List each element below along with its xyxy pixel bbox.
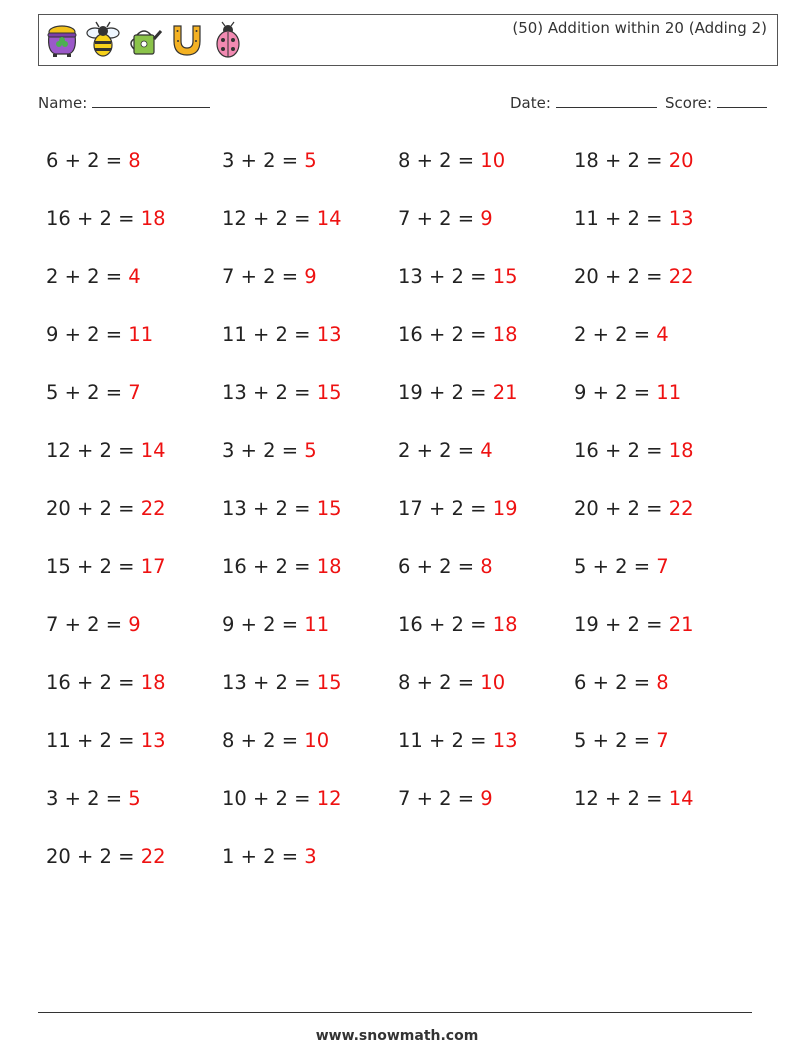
problem-answer: 4 — [128, 265, 141, 288]
problem-question: 11 + 2 = — [398, 729, 493, 752]
name-field[interactable] — [38, 93, 210, 112]
problem-question: 6 + 2 = — [574, 671, 657, 694]
problem-item — [574, 721, 750, 779]
problem-item — [222, 837, 398, 895]
bee-icon — [85, 21, 121, 59]
problem-item — [574, 141, 750, 199]
problem-item — [46, 721, 222, 779]
problem-item — [222, 373, 398, 431]
problem-row — [46, 315, 750, 373]
problem-answer: 22 — [668, 265, 694, 288]
problem-answer: 15 — [316, 497, 342, 520]
problem-answer: 18 — [140, 671, 166, 694]
problem-question: 13 + 2 = — [222, 381, 317, 404]
problem-answer: 19 — [492, 497, 518, 520]
problem-question: 20 + 2 = — [574, 265, 669, 288]
problem-item — [46, 489, 222, 547]
problem-row — [46, 779, 750, 837]
header-icons — [45, 21, 245, 59]
worksheet-title: (50) Addition within 20 (Adding 2) — [512, 19, 767, 37]
problem-answer: 22 — [140, 497, 166, 520]
problem-item — [398, 315, 574, 373]
problem-item — [222, 431, 398, 489]
problem-item — [222, 663, 398, 721]
problem-answer: 21 — [668, 613, 694, 636]
problem-answer: 3 — [304, 845, 317, 868]
problem-question: 7 + 2 = — [398, 787, 481, 810]
problem-question: 16 + 2 = — [398, 323, 493, 346]
date-line[interactable] — [556, 93, 657, 108]
problem-question: 19 + 2 = — [574, 613, 669, 636]
problem-answer: 13 — [140, 729, 166, 752]
problem-item — [398, 663, 574, 721]
problem-row — [46, 605, 750, 663]
problem-item — [574, 257, 750, 315]
problem-question: 7 + 2 = — [46, 613, 129, 636]
problem-row — [46, 373, 750, 431]
problem-row — [46, 663, 750, 721]
problem-item — [46, 779, 222, 837]
problem-item — [574, 605, 750, 663]
problem-question: 1 + 2 = — [222, 845, 305, 868]
problem-item — [398, 199, 574, 257]
problem-grid — [46, 141, 750, 895]
problem-answer: 7 — [128, 381, 141, 404]
problem-item — [574, 315, 750, 373]
problem-item — [398, 141, 574, 199]
problem-answer: 18 — [140, 207, 166, 230]
problem-item — [222, 721, 398, 779]
problem-answer: 20 — [668, 149, 694, 172]
problem-item — [574, 489, 750, 547]
problem-item — [574, 663, 750, 721]
problem-item — [222, 605, 398, 663]
problem-question: 16 + 2 = — [398, 613, 493, 636]
problem-answer: 8 — [656, 671, 669, 694]
problem-row — [46, 141, 750, 199]
problem-question: 16 + 2 = — [222, 555, 317, 578]
problem-answer: 15 — [316, 671, 342, 694]
problem-item — [398, 779, 574, 837]
problem-question: 6 + 2 = — [46, 149, 129, 172]
problem-answer: 9 — [128, 613, 141, 636]
problem-answer: 10 — [480, 149, 506, 172]
problem-question: 11 + 2 = — [222, 323, 317, 346]
problem-answer: 4 — [480, 439, 493, 462]
problem-answer: 14 — [668, 787, 694, 810]
problem-answer: 22 — [140, 845, 166, 868]
problem-item — [398, 547, 574, 605]
problem-item — [574, 547, 750, 605]
worksheet-header — [38, 14, 778, 66]
problem-question: 10 + 2 = — [222, 787, 317, 810]
problem-item — [398, 489, 574, 547]
problem-item — [46, 315, 222, 373]
problem-question: 20 + 2 = — [574, 497, 669, 520]
problem-answer: 7 — [656, 555, 669, 578]
problem-answer: 14 — [140, 439, 166, 462]
problem-item — [46, 547, 222, 605]
problem-question: 8 + 2 = — [398, 671, 481, 694]
problem-row — [46, 721, 750, 779]
name-label: Name: — [38, 94, 88, 112]
problem-item — [46, 837, 222, 895]
date-label: Date: — [510, 94, 551, 112]
problem-row — [46, 431, 750, 489]
problem-item — [46, 141, 222, 199]
problem-item — [46, 605, 222, 663]
problem-question: 9 + 2 = — [574, 381, 657, 404]
ladybug-icon — [211, 21, 245, 59]
problem-question: 20 + 2 = — [46, 845, 141, 868]
problem-question: 2 + 2 = — [398, 439, 481, 462]
problem-item — [46, 663, 222, 721]
problem-answer: 18 — [316, 555, 342, 578]
problem-question: 8 + 2 = — [398, 149, 481, 172]
problem-question: 13 + 2 = — [222, 497, 317, 520]
score-label: Score: — [665, 94, 713, 112]
problem-item — [398, 257, 574, 315]
problem-item — [222, 489, 398, 547]
problem-row — [46, 199, 750, 257]
problem-row — [46, 257, 750, 315]
problem-question: 3 + 2 = — [222, 439, 305, 462]
footer-url: www.snowmath.com — [315, 1028, 479, 1044]
problem-answer: 14 — [316, 207, 342, 230]
problem-item — [398, 431, 574, 489]
problem-answer: 17 — [140, 555, 166, 578]
problem-answer: 18 — [492, 613, 518, 636]
footer-divider — [38, 1012, 752, 1013]
problem-answer: 12 — [316, 787, 342, 810]
problem-answer: 11 — [304, 613, 330, 636]
problem-answer: 22 — [668, 497, 694, 520]
problem-answer: 11 — [656, 381, 682, 404]
problem-answer: 4 — [656, 323, 669, 346]
problem-question: 5 + 2 = — [574, 555, 657, 578]
problem-answer: 10 — [304, 729, 330, 752]
problem-item — [46, 431, 222, 489]
problem-question: 11 + 2 = — [46, 729, 141, 752]
score-line[interactable] — [717, 93, 767, 108]
pot-of-gold-icon — [45, 21, 79, 59]
problem-row — [46, 837, 750, 895]
problem-question: 2 + 2 = — [46, 265, 129, 288]
problem-question: 20 + 2 = — [46, 497, 141, 520]
problem-item — [398, 373, 574, 431]
problem-answer: 9 — [480, 207, 493, 230]
name-line[interactable] — [92, 93, 210, 108]
problem-question: 18 + 2 = — [574, 149, 669, 172]
problem-answer: 11 — [128, 323, 154, 346]
score-field[interactable] — [665, 93, 767, 112]
problem-answer: 5 — [304, 439, 317, 462]
problem-item — [574, 199, 750, 257]
problem-answer: 7 — [656, 729, 669, 752]
problem-item — [574, 373, 750, 431]
problem-item — [46, 257, 222, 315]
problem-item — [222, 141, 398, 199]
problem-answer: 18 — [492, 323, 518, 346]
problem-question: 13 + 2 = — [222, 671, 317, 694]
problem-question: 11 + 2 = — [574, 207, 669, 230]
problem-item — [398, 721, 574, 779]
problem-question: 5 + 2 = — [574, 729, 657, 752]
problem-answer: 9 — [304, 265, 317, 288]
problem-item — [222, 257, 398, 315]
problem-question: 12 + 2 = — [222, 207, 317, 230]
watering-can-icon — [127, 21, 163, 59]
problem-question: 2 + 2 = — [574, 323, 657, 346]
problem-answer: 15 — [492, 265, 518, 288]
problem-item — [398, 605, 574, 663]
problem-item — [46, 373, 222, 431]
problem-answer: 15 — [316, 381, 342, 404]
date-field[interactable] — [510, 93, 657, 112]
problem-question: 16 + 2 = — [574, 439, 669, 462]
problem-answer: 8 — [128, 149, 141, 172]
problem-question: 12 + 2 = — [574, 787, 669, 810]
problem-row — [46, 547, 750, 605]
problem-answer: 13 — [668, 207, 694, 230]
problem-answer: 21 — [492, 381, 518, 404]
problem-answer: 18 — [668, 439, 694, 462]
problem-question: 9 + 2 = — [46, 323, 129, 346]
problem-question: 16 + 2 = — [46, 207, 141, 230]
problem-question: 17 + 2 = — [398, 497, 493, 520]
problem-question: 15 + 2 = — [46, 555, 141, 578]
problem-answer: 13 — [316, 323, 342, 346]
problem-answer: 13 — [492, 729, 518, 752]
problem-question: 8 + 2 = — [222, 729, 305, 752]
problem-item — [222, 547, 398, 605]
problem-item — [574, 431, 750, 489]
problem-answer: 8 — [480, 555, 493, 578]
problem-question: 5 + 2 = — [46, 381, 129, 404]
problem-answer: 5 — [304, 149, 317, 172]
problem-question: 16 + 2 = — [46, 671, 141, 694]
problem-item — [222, 199, 398, 257]
problem-question: 13 + 2 = — [398, 265, 493, 288]
problem-answer: 9 — [480, 787, 493, 810]
problem-answer: 10 — [480, 671, 506, 694]
problem-question: 7 + 2 = — [222, 265, 305, 288]
problem-answer: 5 — [128, 787, 141, 810]
problem-question: 3 + 2 = — [46, 787, 129, 810]
problem-item — [46, 199, 222, 257]
problem-item — [574, 779, 750, 837]
problem-question: 12 + 2 = — [46, 439, 141, 462]
problem-question: 9 + 2 = — [222, 613, 305, 636]
problem-question: 19 + 2 = — [398, 381, 493, 404]
horseshoe-icon — [169, 21, 205, 59]
problem-question: 6 + 2 = — [398, 555, 481, 578]
problem-question: 7 + 2 = — [398, 207, 481, 230]
problem-item — [222, 315, 398, 373]
problem-item — [222, 779, 398, 837]
problem-question: 3 + 2 = — [222, 149, 305, 172]
problem-row — [46, 489, 750, 547]
